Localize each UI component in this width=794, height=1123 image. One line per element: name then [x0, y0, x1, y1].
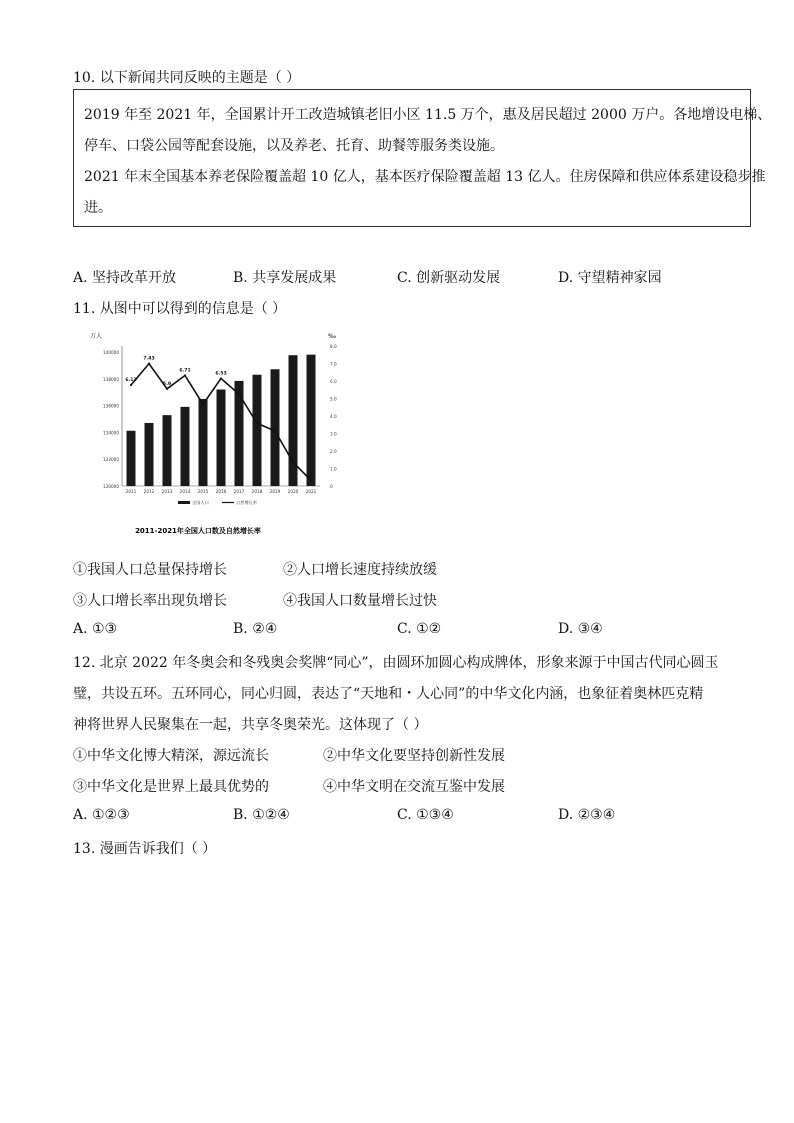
q10-material-box	[73, 89, 772, 227]
x-tick-label: 2017	[233, 489, 245, 494]
q10-option-b[interactable]: B. 共享发展成果	[233, 270, 337, 286]
x-tick-label: 2020	[287, 489, 299, 494]
y-right-tick: 2.0	[330, 449, 337, 454]
y-left-tick: 140000	[103, 350, 119, 355]
y-left-tick: 132000	[103, 457, 119, 463]
growth-rate-point	[166, 388, 168, 390]
growth-rate-point	[274, 430, 276, 432]
q11-statement-3: ③人口增长率出现负增长	[73, 593, 227, 609]
data-label: 6.13	[125, 378, 137, 384]
x-tick-label: 2016	[215, 489, 227, 494]
q11-statement-4: ④我国人口数量增长过快	[283, 593, 437, 609]
bar	[217, 390, 226, 486]
q12-statement-1: ①中华文化博大精深，源远流长	[73, 748, 269, 764]
bar	[199, 399, 208, 486]
bar	[253, 375, 262, 486]
q12-statement-3: ③中华文化是世界上最具优势的	[73, 779, 269, 795]
data-label: 7.43	[143, 356, 155, 362]
x-tick-label: 2015	[197, 489, 209, 494]
x-tick-label: 2021	[305, 489, 317, 494]
q10-stem: 10. 以下新闻共同反映的主题是（ ）	[73, 70, 301, 86]
chart-title: 2011-2021年全国人口数及自然增长率	[135, 527, 261, 535]
q12-option-c[interactable]: C. ①③④	[397, 807, 454, 823]
y-left-tick: 134000	[103, 430, 119, 436]
q12-stem-line: 12. 北京 2022 年冬奥会和冬残奥会奖牌“同心”，由圆环加圆心构成牌体，形象来源于中国古代同心圆玉	[73, 655, 719, 671]
x-tick-label: 2012	[143, 489, 155, 494]
y-left-tick: 136000	[103, 403, 119, 409]
growth-rate-point	[148, 363, 150, 365]
x-tick-label: 2018	[251, 489, 263, 494]
bar	[181, 407, 190, 486]
legend-bar-swatch	[178, 501, 190, 504]
growth-rate-point	[130, 384, 132, 386]
bar	[145, 423, 154, 486]
x-tick-label: 2013	[161, 489, 173, 494]
q12-option-b[interactable]: B. ①②④	[233, 807, 290, 823]
growth-rate-point	[238, 393, 240, 395]
growth-rate-point	[310, 479, 312, 481]
x-tick-label: 2014	[179, 489, 191, 494]
growth-rate-point	[256, 422, 258, 424]
data-label: 5.9	[162, 381, 172, 387]
y-right-tick: 0	[330, 484, 333, 489]
q11-option-c[interactable]: C. ①②	[397, 621, 442, 637]
growth-rate-point	[292, 461, 294, 463]
y-left-tick: 130000	[103, 484, 119, 489]
q12-stem-line: 璧，共设五环。五环同心，同心归圆，表达了“天地和・人心同”的中华文化内涵，也象征着奥林匹克精	[73, 686, 704, 702]
q11-option-d[interactable]: D. ③④	[558, 621, 603, 637]
q11-option-a[interactable]: A. ①③	[73, 621, 118, 637]
y-right-tick: 5.0	[330, 396, 337, 402]
bar	[127, 431, 136, 486]
q10-option-d[interactable]: D. 守望精神家园	[558, 270, 662, 286]
bar	[271, 369, 280, 486]
q11-statement-1: ①我国人口总量保持增长	[73, 562, 227, 578]
y-left-tick: 138000	[103, 376, 119, 382]
material-line: 2021 年末全国基本养老保险覆盖超 10 亿人，基本医疗保险覆盖超 13 亿人。住房保障和供应体系建设稳步推	[84, 169, 766, 185]
y-right-unit: ‰	[328, 333, 337, 340]
growth-rate-point	[184, 374, 186, 376]
y-left-unit: 万人	[90, 333, 103, 340]
q10-option-a[interactable]: A. 坚持改革开放	[73, 270, 177, 286]
data-label: 6.71	[179, 368, 191, 374]
q12-option-d[interactable]: D. ②③④	[558, 807, 616, 823]
material-line: 停车、口袋公园等配套设施，以及养老、托育、助餐等服务类设施。	[84, 138, 504, 154]
q11-statement-2: ②人口增长速度持续放缓	[283, 562, 437, 578]
q12-statement-4: ④中华文明在交流互鉴中发展	[323, 779, 505, 795]
y-right-tick: 4.0	[330, 414, 337, 419]
q11-option-b[interactable]: B. ②④	[233, 621, 278, 637]
x-tick-label: 2019	[269, 489, 281, 494]
x-tick-label: 2011	[125, 489, 137, 494]
q12-option-a[interactable]: A. ①②③	[73, 807, 130, 823]
y-right-tick: 3.0	[330, 431, 337, 437]
y-right-tick: 6.0	[330, 379, 337, 384]
material-line: 2019 年至 2021 年，全国累计开工改造城镇老旧小区 11.5 万个，惠及居民超过 2000 万户。各地增设电梯、	[84, 107, 772, 123]
q12-statement-2: ②中华文化要坚持创新性发展	[323, 748, 505, 764]
q13-stem: 13. 漫画告诉我们（ ）	[73, 841, 217, 857]
q10-option-c[interactable]: C. 创新驱动发展	[397, 270, 501, 286]
y-right-tick: 1.0	[330, 466, 337, 472]
y-right-tick: 8.0	[330, 344, 337, 349]
legend-line-label: 自然增长率	[236, 500, 257, 505]
q12-stem-line: 神将世界人民聚集在一起，共享冬奥荣光。这体现了（ ）	[73, 717, 428, 733]
growth-rate-point	[220, 377, 222, 379]
q11-stem: 11. 从图中可以得到的信息是（ ）	[73, 301, 287, 317]
legend-bar-label: 全国人口	[192, 500, 209, 505]
material-line: 进。	[84, 200, 112, 216]
population-chart	[88, 328, 338, 540]
y-right-tick: 7.0	[330, 361, 337, 367]
data-label: 6.53	[215, 371, 227, 377]
bar	[307, 355, 316, 486]
growth-rate-point	[202, 403, 204, 405]
bar	[163, 415, 172, 486]
bar	[235, 381, 244, 486]
